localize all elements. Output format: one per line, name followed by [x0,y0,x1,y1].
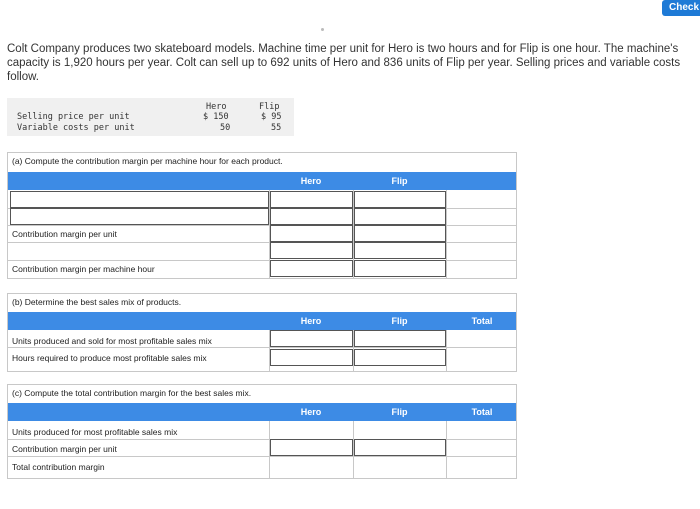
part-a-flip-blank-input[interactable] [354,242,446,259]
part-a-label-input-2[interactable] [10,208,269,225]
check-button[interactable]: Check [662,0,700,16]
part-b-flip-units-input[interactable] [354,330,446,347]
part-b-header-bar [8,312,516,330]
part-c-flip-cm-unit-input[interactable] [354,439,446,456]
part-c-col-total: Total [471,407,493,417]
part-a-label-input-1[interactable] [10,191,269,208]
part-b-hero-hours-input[interactable] [270,349,353,366]
part-c-row-total-cm: Total contribution margin [12,462,105,472]
part-b-section [7,293,517,372]
part-b-col-total: Total [471,316,493,326]
part-c-heading: (c) Compute the total contribution margin for the best sales mix. [12,388,252,398]
problem-intro: Colt Company produces two skateboard models. Machine time per unit for Hero is two hours and for Flip is one hour. The machine's capacity is 1,920 hours per year. Colt can sell up to 692 units of Hero and 836 units of Flip per year. Selling prices and variable costs follow. [7,43,681,83]
part-a-row-cm-unit: Contribution margin per unit [12,229,117,239]
part-c-row-units: Units produced for most profitable sales mix [12,427,178,437]
part-c-section [7,384,517,479]
data-row-hero: 50 [220,123,231,133]
part-a-flip-input-1[interactable] [354,191,446,208]
data-col-flip: Flip [259,102,280,112]
part-b-row-units: Units produced and sold for most profitable sales mix [12,336,212,346]
part-b-hero-units-input[interactable] [270,330,353,347]
data-row-label: Variable costs per unit [17,123,135,133]
part-a-hero-input-2[interactable] [270,208,353,225]
part-a-col-flip: Flip [391,176,408,186]
data-row-hero: $ 150 [203,112,229,122]
part-c-header-bar [8,403,516,421]
data-col-hero: Hero [206,102,227,112]
part-c-col-flip: Flip [391,407,408,417]
part-b-heading: (b) Determine the best sales mix of products. [12,297,182,307]
data-row-flip: $ 95 [261,112,282,122]
part-a-hero-input-1[interactable] [270,191,353,208]
part-a-heading: (a) Compute the contribution margin per machine hour for each product. [12,156,283,166]
part-b-col-flip: Flip [391,316,408,326]
part-a-hero-cm-unit-input[interactable] [270,225,353,242]
part-a-section [7,152,517,279]
part-a-col-hero: Hero [300,176,322,186]
part-b-flip-hours-input[interactable] [354,349,446,366]
part-a-flip-cm-unit-input[interactable] [354,225,446,242]
part-a-flip-cm-hour-input[interactable] [354,260,446,277]
data-table [7,98,294,136]
data-row-label: Selling price per unit [17,112,130,122]
part-a-hero-cm-hour-input[interactable] [270,260,353,277]
data-row-flip: 55 [271,123,282,133]
part-a-header-bar [8,172,516,190]
part-a-hero-blank-input[interactable] [270,242,353,259]
part-c-col-hero: Hero [300,407,322,417]
part-a-flip-input-2[interactable] [354,208,446,225]
part-c-hero-cm-unit-input[interactable] [270,439,353,456]
part-b-row-hours: Hours required to produce most profitable sales mix [12,353,207,363]
cursor-dot [321,28,324,31]
part-b-col-hero: Hero [300,316,322,326]
part-a-row-cm-hour: Contribution margin per machine hour [12,264,155,274]
part-c-row-cm-unit: Contribution margin per unit [12,444,117,454]
